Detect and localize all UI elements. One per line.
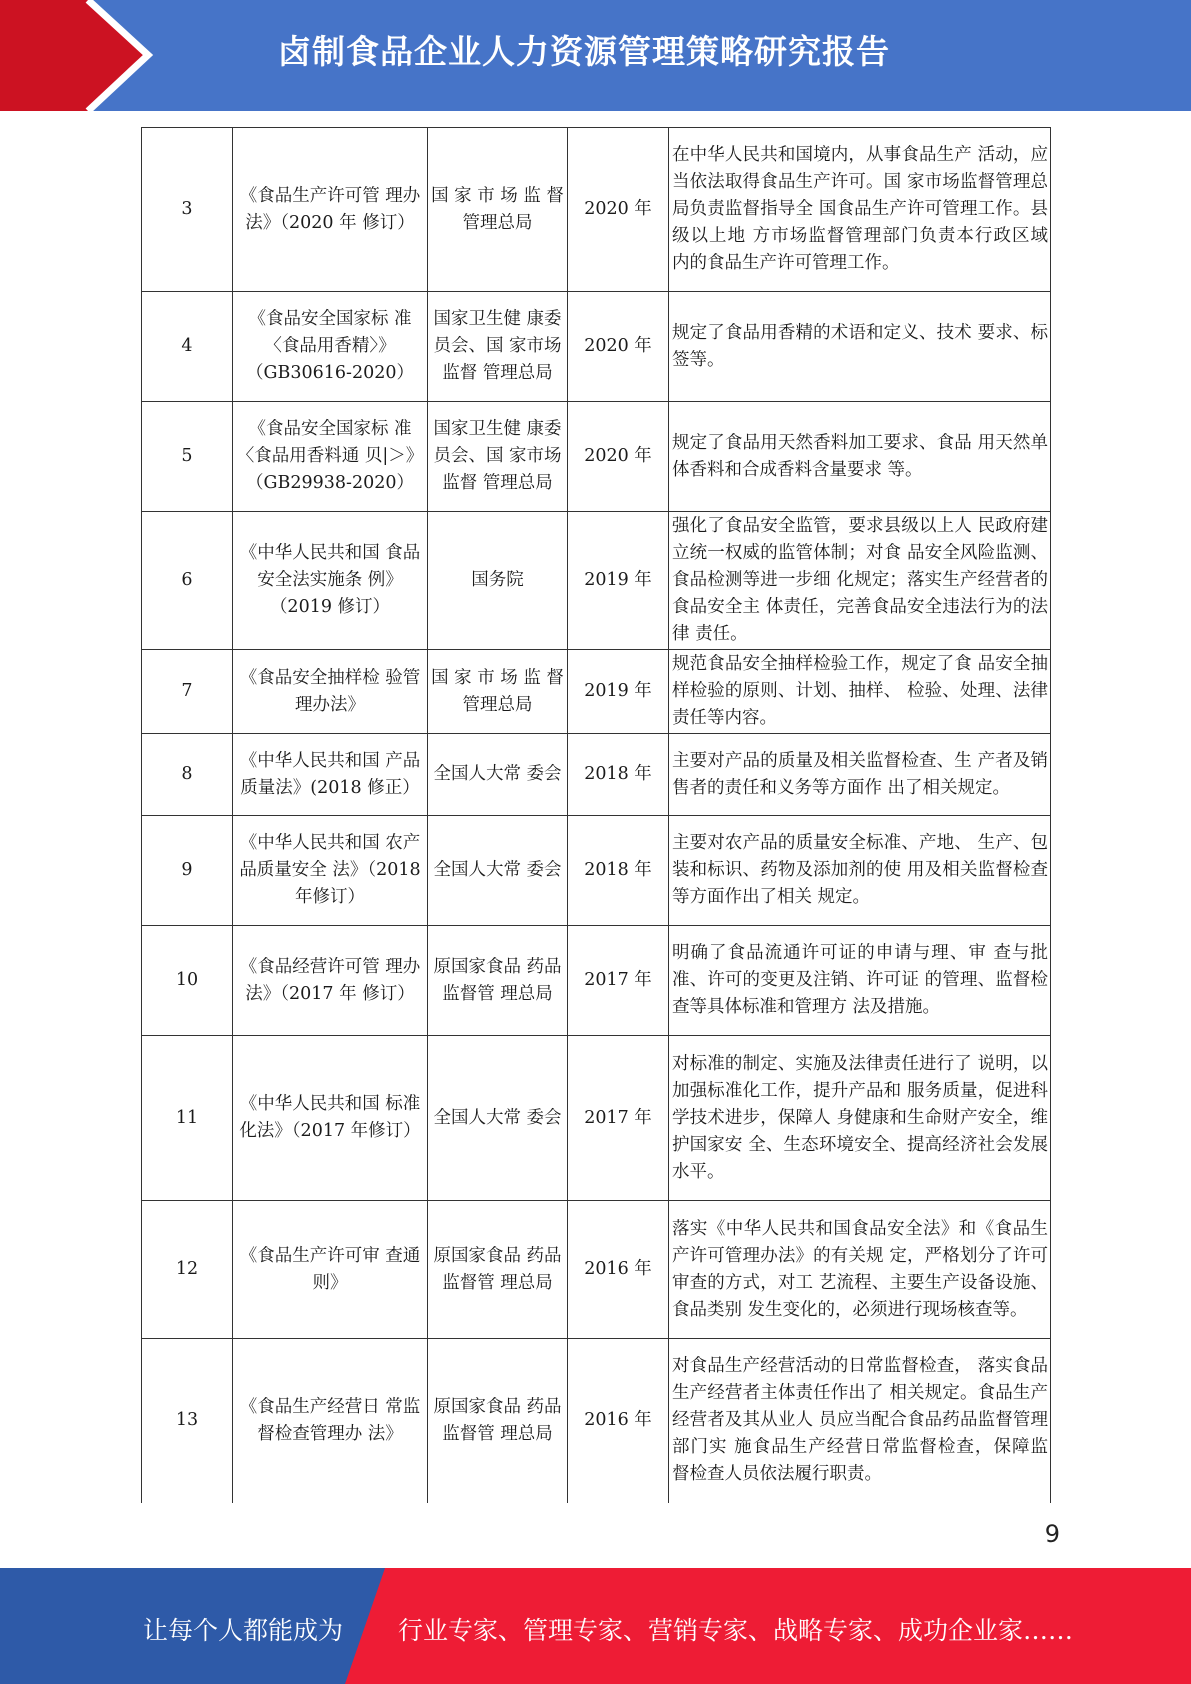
table-row — [142, 1036, 1051, 1201]
row-number: 7 — [142, 650, 233, 734]
report-title: 卤制食品企业人力资源管理策略研究报告 — [278, 32, 890, 71]
regulation-name: 《中华人民共和国 产品质量法》(2018 修正） — [233, 734, 428, 816]
issue-year: 2020 年 — [568, 402, 669, 512]
issuing-authority: 原国家食品 药品监督管 理总局 — [428, 1339, 568, 1503]
regulation-description: 规定了食品用天然香料加工要求、食品 用天然单体香料和合成香料含量要求 等。 — [669, 402, 1051, 512]
table-row — [142, 650, 1051, 734]
footer-slogan-left: 让每个人都能成为 — [143, 1616, 344, 1645]
issue-year: 2017 年 — [568, 1036, 669, 1201]
header-arrow-decoration — [0, 0, 160, 111]
issue-year: 2017 年 — [568, 926, 669, 1036]
issue-year: 2018 年 — [568, 816, 669, 926]
table-row — [142, 512, 1051, 650]
issuing-authority: 全国人大常 委会 — [428, 1036, 568, 1201]
issuing-authority: 国 家 市 场 监 督管理总局 — [428, 128, 568, 292]
table-row — [142, 926, 1051, 1036]
issue-year: 2016 年 — [568, 1339, 669, 1503]
regulation-name: 《食品安全抽样检 验管理办法》 — [233, 650, 428, 734]
row-number: 8 — [142, 734, 233, 816]
table-row — [142, 292, 1051, 402]
row-number: 10 — [142, 926, 233, 1036]
regulation-name: 《食品生产许可审 查通则》 — [233, 1201, 428, 1339]
regulation-name: 《中华人民共和国 农产品质量安全 法》（2018 年修订） — [233, 816, 428, 926]
regulation-name: 《食品经营许可管 理办法》（2017 年 修订） — [233, 926, 428, 1036]
page-number: 9 — [1044, 1520, 1060, 1548]
issuing-authority: 国家卫生健 康委员会、国 家市场监督 管理总局 — [428, 402, 568, 512]
regulation-name: 《中华人民共和国 食品安全法实施条 例》（2019 修订） — [233, 512, 428, 650]
row-number: 5 — [142, 402, 233, 512]
table-row — [142, 128, 1051, 292]
regulation-description: 规范食品安全抽样检验工作，规定了食 品安全抽样检验的原则、计划、抽样、 检验、处理、法律责任等内容。 — [669, 650, 1051, 734]
regulation-description: 主要对农产品的质量安全标准、产地、 生产、包装和标识、药物及添加剂的使 用及相关监督检查等方面作出了相关 规定。 — [669, 816, 1051, 926]
regulations-table — [141, 127, 1051, 1503]
issue-year: 2016 年 — [568, 1201, 669, 1339]
issue-year: 2018 年 — [568, 734, 669, 816]
issue-year: 2019 年 — [568, 650, 669, 734]
regulation-description: 明确了食品流通许可证的申请与理、审 查与批准、许可的变更及注销、许可证 的管理、监督检查等具体标准和管理方 法及措施。 — [669, 926, 1051, 1036]
regulation-name: 《食品安全国家标 准〈食品用香精〉》（GB30616-2020） — [233, 292, 428, 402]
issuing-authority: 国 家 市 场 监 督管理总局 — [428, 650, 568, 734]
regulation-description: 强化了食品安全监管，要求县级以上人 民政府建立统一权威的监管体制；对食 品安全风险监测、食品检测等进一步细 化规定；落实生产经营者的食品安全主 体责任，完善食品安全违法行为的法律 责任。 — [669, 512, 1051, 650]
issuing-authority: 国家卫生健 康委员会、国 家市场监督 管理总局 — [428, 292, 568, 402]
table-row — [142, 402, 1051, 512]
row-number: 12 — [142, 1201, 233, 1339]
row-number: 11 — [142, 1036, 233, 1201]
row-number: 13 — [142, 1339, 233, 1503]
row-number: 9 — [142, 816, 233, 926]
table-row — [142, 1201, 1051, 1339]
issuing-authority: 原国家食品 药品监督管 理总局 — [428, 1201, 568, 1339]
issuing-authority: 原国家食品 药品监督管 理总局 — [428, 926, 568, 1036]
regulation-name: 《食品生产许可管 理办法》（2020 年 修订） — [233, 128, 428, 292]
regulation-description: 主要对产品的质量及相关监督检查、生 产者及销售者的责任和义务等方面作 出了相关规定。 — [669, 734, 1051, 816]
page-header — [0, 0, 1191, 111]
issue-year: 2019 年 — [568, 512, 669, 650]
page-footer — [0, 1568, 1191, 1684]
regulation-name: 《食品生产经营日 常监督检查管理办 法》 — [233, 1339, 428, 1503]
regulation-name: 《食品安全国家标 准〈食品用香料通 贝|＞》（GB29938-2020） — [233, 402, 428, 512]
regulation-description: 对标准的制定、实施及法律责任进行了 说明，以加强标准化工作，提升产品和 服务质量，促进科学技术进步，保障人 身健康和生命财产安全，维护国家安 全、生态环境安全、提高经济社会发展 水平。 — [669, 1036, 1051, 1201]
issuing-authority: 全国人大常 委会 — [428, 816, 568, 926]
issue-year: 2020 年 — [568, 292, 669, 402]
issuing-authority: 国务院 — [428, 512, 568, 650]
regulation-description: 对食品生产经营活动的日常监督检查， 落实食品生产经营者主体责任作出了 相关规定。食品生产经营者及其从业人 员应当配合食品药品监督管理部门实 施食品生产经营日常监督检查，保障监 督检查人员依法履行职责。 — [669, 1339, 1051, 1503]
regulation-description: 规定了食品用香精的术语和定义、技术 要求、标签等。 — [669, 292, 1051, 402]
row-number: 6 — [142, 512, 233, 650]
table-row — [142, 816, 1051, 926]
table-row — [142, 1339, 1051, 1503]
row-number: 3 — [142, 128, 233, 292]
regulation-description: 落实《中华人民共和国食品安全法》和《食品生产许可管理办法》的有关规 定，严格划分了许可审查的方式，对工 艺流程、主要生产设备设施、食品类别 发生变化的，必须进行现场核查等。 — [669, 1201, 1051, 1339]
regulation-name: 《中华人民共和国 标准化法》（2017 年修订） — [233, 1036, 428, 1201]
footer-slogan-right: 行业专家、管理专家、营销专家、战略专家、成功企业家…… — [398, 1616, 1074, 1645]
issuing-authority: 全国人大常 委会 — [428, 734, 568, 816]
issue-year: 2020 年 — [568, 128, 669, 292]
table-row — [142, 734, 1051, 816]
regulation-description: 在中华人民共和国境内，从事食品生产 活动，应当依法取得食品生产许可。国 家市场监督管理总局负责监督指导全 国食品生产许可管理工作。县级以上地 方市场监督管理部门负责本行政区域 内的食品生产许可管理工作。 — [669, 128, 1051, 292]
regulations-table-wrapper — [141, 127, 1050, 1503]
row-number: 4 — [142, 292, 233, 402]
